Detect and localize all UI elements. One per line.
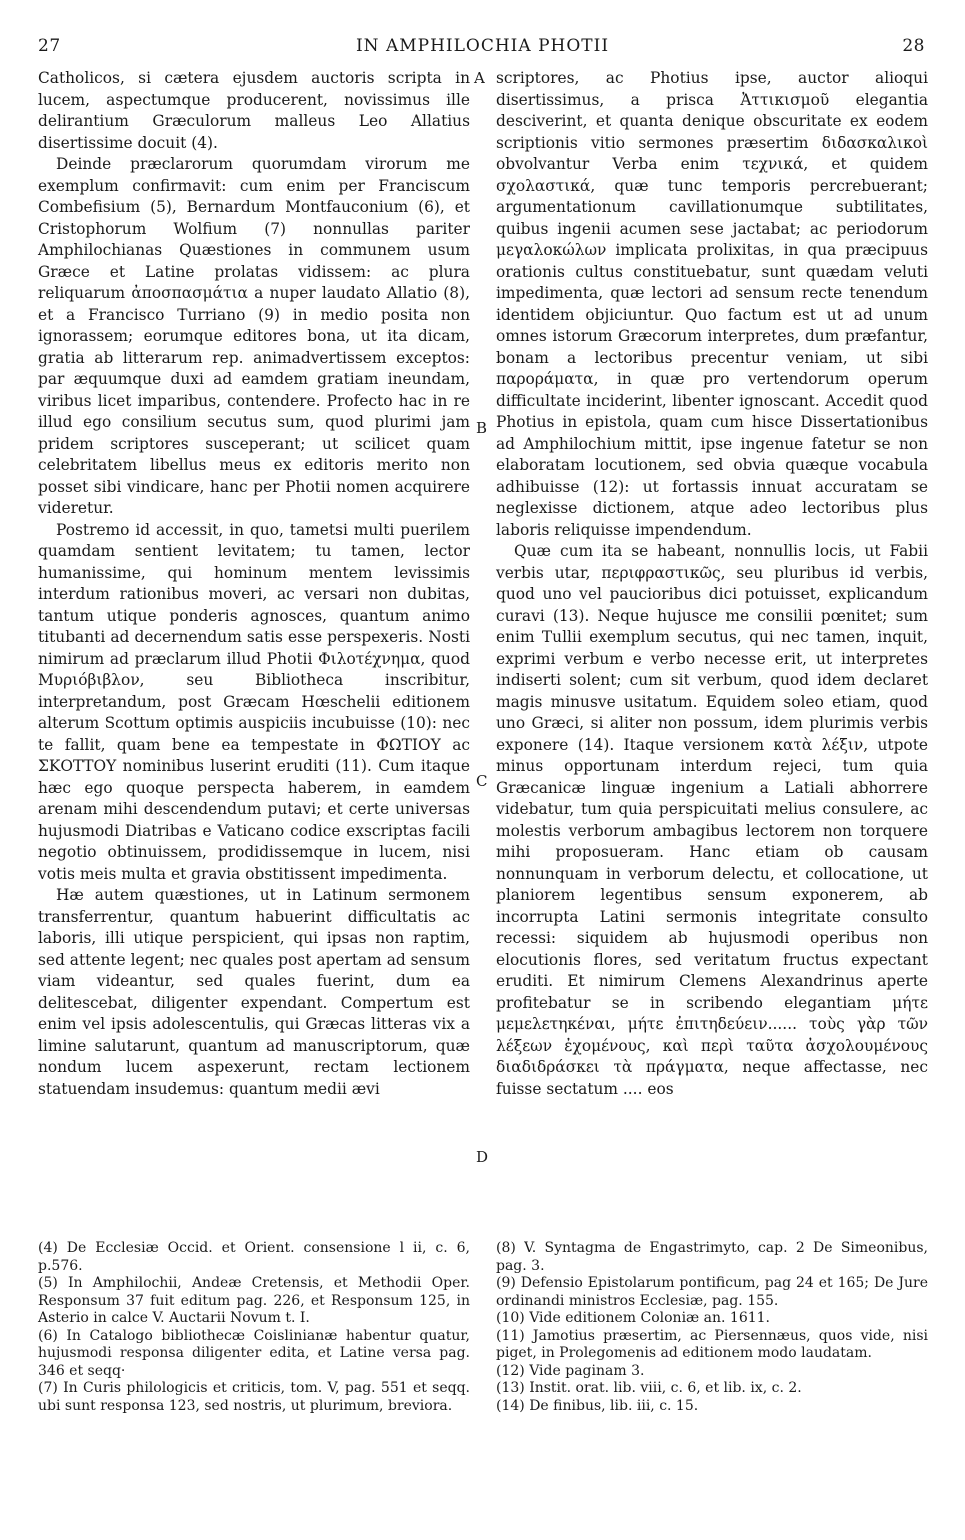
paragraph: Quæ cum ita se habeant, nonnullis locis, ut Fabii verbis utar, περιφραστικῶς, seu pluribus id verbis, quod uno vel paucioribus dici potuisset, explicandum curavi (13). Neque hujusce me consilii pœnitet; sum enim Tullii exemplum secutus, qui nec tamen, inquit, exprimi verbum e verbo necesse erit, ut interpretes indiserti solent; cum sit verbum, quod idem declaret magis minusve usitatum. Equidem soleo etiam, quod uno Græci, si aliter non possum, idem plurimis verbis exponere (14). Itaque versionem κατὰ λέξιν, utpote minus opportunam interdum rejeci, tum quia Græcanicæ linguæ ingenium a Latiali abhorrere videbatur, tum quia perspicuitati melius consulere, ac molestis verborum ambagibus lectorem non torquere mihi proposueram. Hanc etiam ob causam nonnunquam in verborum delectu, et collocatione, ut planiorem legentibus sensum exponerem, ab incorrupta Latini sermonis integritate consulto recessi: siquidem ab hujusmodi operibus non elocutionis flores, sed veritatum fructus expectant eruditi. Et nimirum Clemens Alexandrinus aperte profitebatur se in scribendo elegantiam μήτε μεμελετηκέναι, μήτε ἐπιτηδεύειν...... τοὺς γὰρ τῶν λέξεων ἐχομένους, καὶ περὶ ταῦτα ἀσχολουμένους διαδιδράσκει τὰ πράγματα, neque affectasse, nec fuisse sectatum .... eos	[496, 542, 928, 1098]
footnote: (14) De finibus, lib. iii, c. 15.	[496, 1397, 699, 1414]
footnotes-left	[38, 1240, 470, 1415]
margin-marker-b: B	[476, 419, 488, 437]
margin-marker-c: C	[476, 772, 488, 790]
footnote: (5) In Amphilochii, Andeæ Cretensis, et Methodii Oper. Responsum 37 fuit editum pag. 226, et Responsum 125, in Asterio in calce V. Auctarii Novum t. I.	[38, 1275, 470, 1326]
paragraph: Hæ autem quæstiones, ut in Latinum sermonem transferrentur, quantum habuerint difficultatis ac laboris, illi utique perspicient, qui ipsas non raptim, sed attente legent; nec quales post apertam ad sensum viam videantur, sed quales fuerint, dum ea delitescebat, diligenter expendant. Compertum est enim vel ipsis adolescentulis, qui Græcas litteras vix a limine salutarunt, quantum ad manuscriptorum, quæ nondum lucem aspexerunt, rectam lectionem statuendam insudemus: quantum medii ævi	[38, 886, 470, 1098]
left-text-column	[38, 68, 470, 1100]
running-title: IN AMPHILOCHIA PHOTII	[355, 36, 610, 56]
margin-marker-a: A	[474, 69, 485, 87]
footnote: (6) In Catalogo bibliothecæ Coislinianæ habentur quatur, hujusmodi responsa diligenter edita, et Latine versa pag. 346 et seqq·	[38, 1327, 470, 1379]
footnote: (10) Vide editionem Coloniæ an. 1611.	[496, 1310, 771, 1326]
footnote: (4) De Ecclesiæ Occid. et Orient. consensione l ii, c. 6, p.576.	[38, 1240, 470, 1274]
paragraph: scriptores, ac Photius ipse, auctor alioqui disertissimus, a prisca Ἀττικισμοῦ elegantia desciverint, et quanta denique obscuritate ex eodem scriptionis vitio sermones præsertim διδασκαλικοὶ obvolvantur Verba enim τεχνικά, et quidem σχολαστικά, quæ tunc temporis percrebuerant; argumentationum cavillationumque subtilitates, quibus ingenii acumen sese jactabat; ac periodorum μεγαλοκώλων implicata prolixitas, in qua præcipuus orationis cultus constituebatur, sunt quædam veluti impedimenta, quæ lectori ad sensum recte tenendum identidem objiciuntur. Quo factum est ut ad unum omnes istorum Græcorum interpretes, dum præfantur, bonam a lectoribus precentur veniam, ut sibi παροράματα, in quæ pro vertendorum operum difficultate inciderint, libenter ignoscant. Accedit quod Photius in epistola, quam cum hisce Dissertationibus ad Amphilochium mittit, ipse ingenue fatetur se non elaboratam locutionem, sed obvia quæque vocabula adhibuisse (12): ut fortassis innuat accuratam se neglexisse dictionem, atque adeo lectoribus plus laboris reliquisse impendendum.	[496, 69, 928, 539]
footnote: (13) Instit. orat. lib. viii, c. 6, et lib. ix, c. 2.	[496, 1380, 802, 1396]
footnotes-right	[496, 1240, 928, 1415]
paragraph: Catholicos, si cætera ejusdem auctoris scripta in lucem, aspectumque producerent, novissimus ille delirantium Græculorum malleus Leo Allatius disertissime docuit (4).	[38, 69, 470, 152]
margin-marker-d: D	[476, 1148, 489, 1166]
right-text-column	[496, 68, 928, 1100]
footnote: (11) Jamotius præsertim, ac Piersennæus, quos vide, nisi piget, in Prolegomenis ad editionem modo laudatam.	[496, 1327, 928, 1361]
paragraph: Postremo id accessit, in quo, tametsi multi puerilem quamdam sentient levitatem; tu tamen, lector humanissime, qui hominum mentem levissimis interdum rationibus moveri, ac versari non dubitas, tantum utique ponderis agnosces, quantum animo titubanti ad decernendum satis esse perspexeris. Nosti nimirum ad præclarum illud Photii Φιλοτέχνημα, quod Μυριόβιβλον, seu Bibliotheca inscribitur, interpretandum, post Græcam Hœschelii editionem alterum Scottum optimis auspiciis incubuisse (10): nec te fallit, quam bene ea tempestate in ΦΩΤΙΟΥ ac ΣΚΟΤΤΟΥ nominibus luserint eruditi (11). Cum itaque hæc ego quoque perspecta haberem, in eamdem arenam mihi descendendum putavi; et certe universas hujusmodi Diatribas e Vaticano codice exscriptas facili negotio obtinuissem, prodidissemque in lucem, nisi votis meis multa et gravia obstitissent impedimenta.	[38, 520, 471, 883]
right-page-number: 28	[902, 36, 925, 56]
footnote: (7) In Curis philologicis et criticis, tom. V, pag. 551 et seqq. ubi sunt responsa 123, sed nostris, ut plurimum, breviora.	[38, 1380, 470, 1414]
footnote: (8) V. Syntagma de Engastrimyto, cap. 2 De Simeonibus, pag. 3.	[496, 1240, 928, 1274]
footnote: (12) Vide paginam 3.	[496, 1362, 645, 1379]
footnote: (9) Defensio Epistolarum pontificum, pag 24 et 165; De Jure ordinandi ministros Ecclesiæ, pag. 155.	[496, 1275, 928, 1309]
paragraph: Deinde præclarorum quorumdam virorum me exemplum confirmavit: cum enim per Franciscum Combefisium (5), Bernardum Montfauconium (6), et Cristophorum Wolfium (7) nonnullas pariter Amphilochianas Quæstiones in communem usum Græce et Latine prolatas vidissem: ac plura reliquarum ἀποσπασμάτια a nuper laudato Allatio (8), et a Francisco Turriano (9) in medio posita non ignorassem; eorumque editores bona, ut ita dicam, gratia ab litterarum rep. animadvertissem exceptos: par æquumque duxi ad eamdem gratiam ineundam, viribus licet imparibus, contendere. Profecto hac in re illud ego consilium secutus sum, quod plurimi jam pridem scriptores susceperant; ut scilicet quam celebritatem libellus meus ex editoris merito non posset sibi vindicare, hanc per Photii nomen acquirere videretur.	[38, 155, 470, 517]
left-page-number: 27	[38, 36, 61, 56]
